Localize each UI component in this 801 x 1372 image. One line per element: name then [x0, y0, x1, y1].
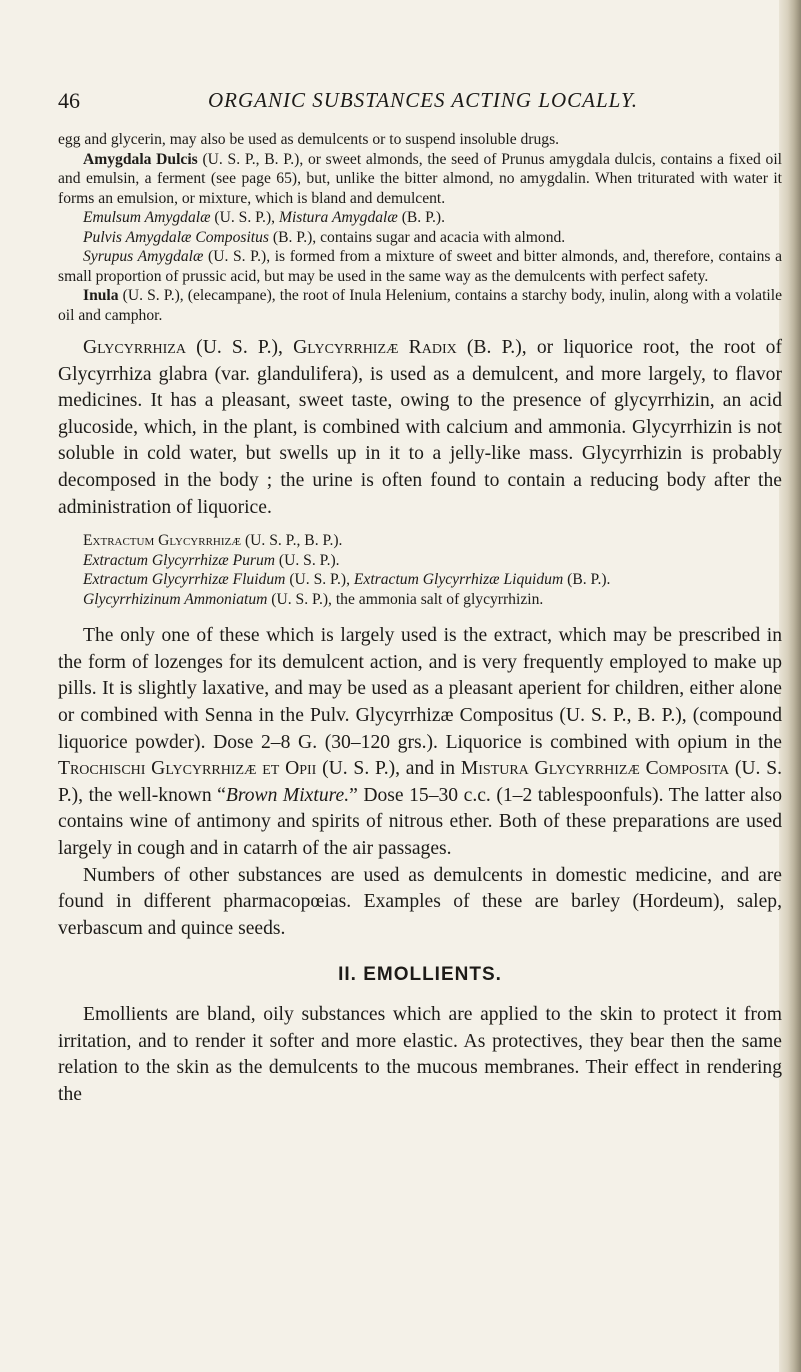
term-extractum-purum: Extractum Glycyrrhizæ Purum — [83, 551, 276, 569]
text-extractum-fluidum-source: (U. S. P.), — [285, 571, 354, 589]
text-glycyrrhiza-source: (U. S. P.), — [185, 337, 294, 358]
term-mistura-amygdalae: Mistura Amygdalæ — [278, 209, 398, 226]
paragraph-other-demulcents: Numbers of other substances are used as demulcents in domestic medicine, and are found in different pharmacopœias. Examples of these are barley (Hordeum), salep, verbascum and quince seeds. — [58, 864, 782, 939]
paragraph-glycyrrhiza — [58, 335, 782, 521]
term-mistura-glycyrrhizae: Mistura Glycyrrhizæ Composita — [460, 758, 730, 780]
text-glycyrrhizinum-ammoniatum: (U. S. P.), the ammonia salt of glycyrrhizin. — [267, 590, 544, 608]
page-edge-shadow — [779, 0, 801, 1372]
paragraph-emulsum-amygdalae — [58, 208, 782, 228]
page-body — [58, 130, 782, 1109]
paragraph-extractum-purum — [58, 551, 782, 571]
text-extractum-glycyrrhizae: (U. S. P., B. P.). — [241, 532, 343, 550]
text-extract-usage-4: ” Dose 15–30 c.c. (1–2 tablespoonfuls). The latter also contains wine of antimony and spirits of nitrous ether. Both of these preparations are used largely in cough and in catarrh of the air passages. — [58, 784, 782, 859]
text-mistura-source: (B. P.). — [397, 209, 446, 226]
text-extractum-liquidum-source: (B. P.). — [563, 571, 611, 589]
paragraph-egg-glycerin: egg and glycerin, may also be used as demulcents or to suspend insoluble drugs. — [58, 131, 560, 148]
paragraph-extractum-glycyrrhizae — [58, 531, 782, 551]
text-inula: (U. S. P.), (elecampane), the root of Inula Helenium, contains a starchy body, inulin, along with a volatile oil and camphor. — [58, 287, 782, 324]
text-extract-usage-2: (U. S. P.), and in — [316, 758, 461, 780]
term-glycyrrhizinum-ammoniatum: Glycyrrhizinum Ammoniatum — [83, 590, 268, 608]
term-extractum-fluidum: Extractum Glycyrrhizæ Fluidum — [83, 571, 286, 589]
term-brown-mixture: Brown Mixture. — [225, 784, 350, 806]
text-extract-usage-1: The only one of these which is largely used is the extract, which may be prescribed in the form of lozenges for its demulcent action, and is very frequently employed to make up pills. It is slightly laxative, and may be used as a pleasant aperient for children, either alone or combined with Senna in the Pulv. Glycyrrhizæ Compositus (U. S. P., B. P.), (compound liquorice powder). Dose 2–8 G. (30–120 grs.). Liquorice is combined with opium in the — [58, 625, 782, 753]
term-extractum-glycyrrhizae: Extractum Glycyrrhizæ — [83, 532, 242, 550]
text-syrupus-amygdalae: (U. S. P.), is formed from a mixture of sweet and bitter almonds, and, therefore, contains a small proportion of prussic acid, but may be used in the same way as the demulcents with perfect safety. — [58, 248, 782, 285]
paragraph-pulvis-amygdalae — [58, 228, 782, 248]
paragraph-amygdala-dulcis — [58, 150, 782, 209]
paragraph-emollients: Emollients are bland, oily substances which are applied to the skin to protect it from irritation, and to render it softer and more elastic. As protectives, they bear then the same relation to the skin as the demulcents to the mucous membranes. Their effect in rendering the — [58, 1004, 782, 1106]
text-glycyrrhiza: (B. P.), or liquorice root, the root of Glycyrrhiza glabra (var. glandulifera), is used as a demulcent, and more largely, to flavor medicines. It has a pleasant, sweet taste, owing to the presence of glycyrrhizin, an acid glucoside, which, in the plant, is combined with calcium and ammonia. Glycyrrhizin is not soluble in cold water, but swells up in it to a jelly-like mass. Glycyrrhizin is probably decomposed in the body ; the urine is often found to contain a reducing body after the administration of liquorice. — [58, 337, 782, 518]
paragraph-syrupus-amygdalae — [58, 247, 782, 286]
section-heading-emollients: II. EMOLLIENTS. — [338, 964, 502, 986]
term-extractum-liquidum: Extractum Glycyrrhizæ Liquidum — [353, 571, 564, 589]
paragraph-glycyrrhizinum-ammoniatum — [58, 590, 782, 610]
term-inula: Inula — [83, 287, 119, 304]
text-extractum-purum: (U. S. P.). — [275, 551, 340, 569]
running-head: ORGANIC SUBSTANCES ACTING LOCALLY. — [208, 88, 638, 112]
term-glycyrrhiza: Glycyrrhiza — [83, 337, 186, 358]
term-amygdala-dulcis: Amygdala Dulcis — [83, 150, 198, 168]
paragraph-extractum-fluidum — [58, 570, 782, 590]
term-trochischi: Trochischi Glycyrrhizæ et Opii — [58, 758, 317, 780]
text-emulsum-source: (U. S. P.), — [210, 209, 279, 226]
term-emulsum-amygdalae: Emulsum Amygdalæ — [83, 209, 211, 226]
text-extract-usage-3: (U. S. P.), the well-known “ — [58, 758, 782, 806]
text-amygdala-dulcis: (U. S. P., B. P.), or sweet almonds, the seed of Prunus amygdala dulcis, contains a fixed oil and emulsin, a ferment (see page 65), but, unlike the bitter almond, no amygdalin. When triturated with water it forms an emulsion, or mixture, which is bland and demulcent. — [58, 150, 782, 207]
term-syrupus-amygdalae: Syrupus Amygdalæ — [83, 248, 204, 265]
text-pulvis-amygdalae: (B. P.), contains sugar and acacia with almond. — [268, 228, 566, 246]
term-pulvis-amygdalae: Pulvis Amygdalæ Compositus — [83, 228, 269, 246]
paragraph-extract-usage — [58, 623, 782, 862]
page-number: 46 — [58, 88, 80, 113]
page-header — [58, 88, 758, 116]
term-glycyrrhizae-radix: Glycyrrhizæ Radix — [293, 337, 457, 358]
paragraph-inula — [58, 286, 782, 325]
